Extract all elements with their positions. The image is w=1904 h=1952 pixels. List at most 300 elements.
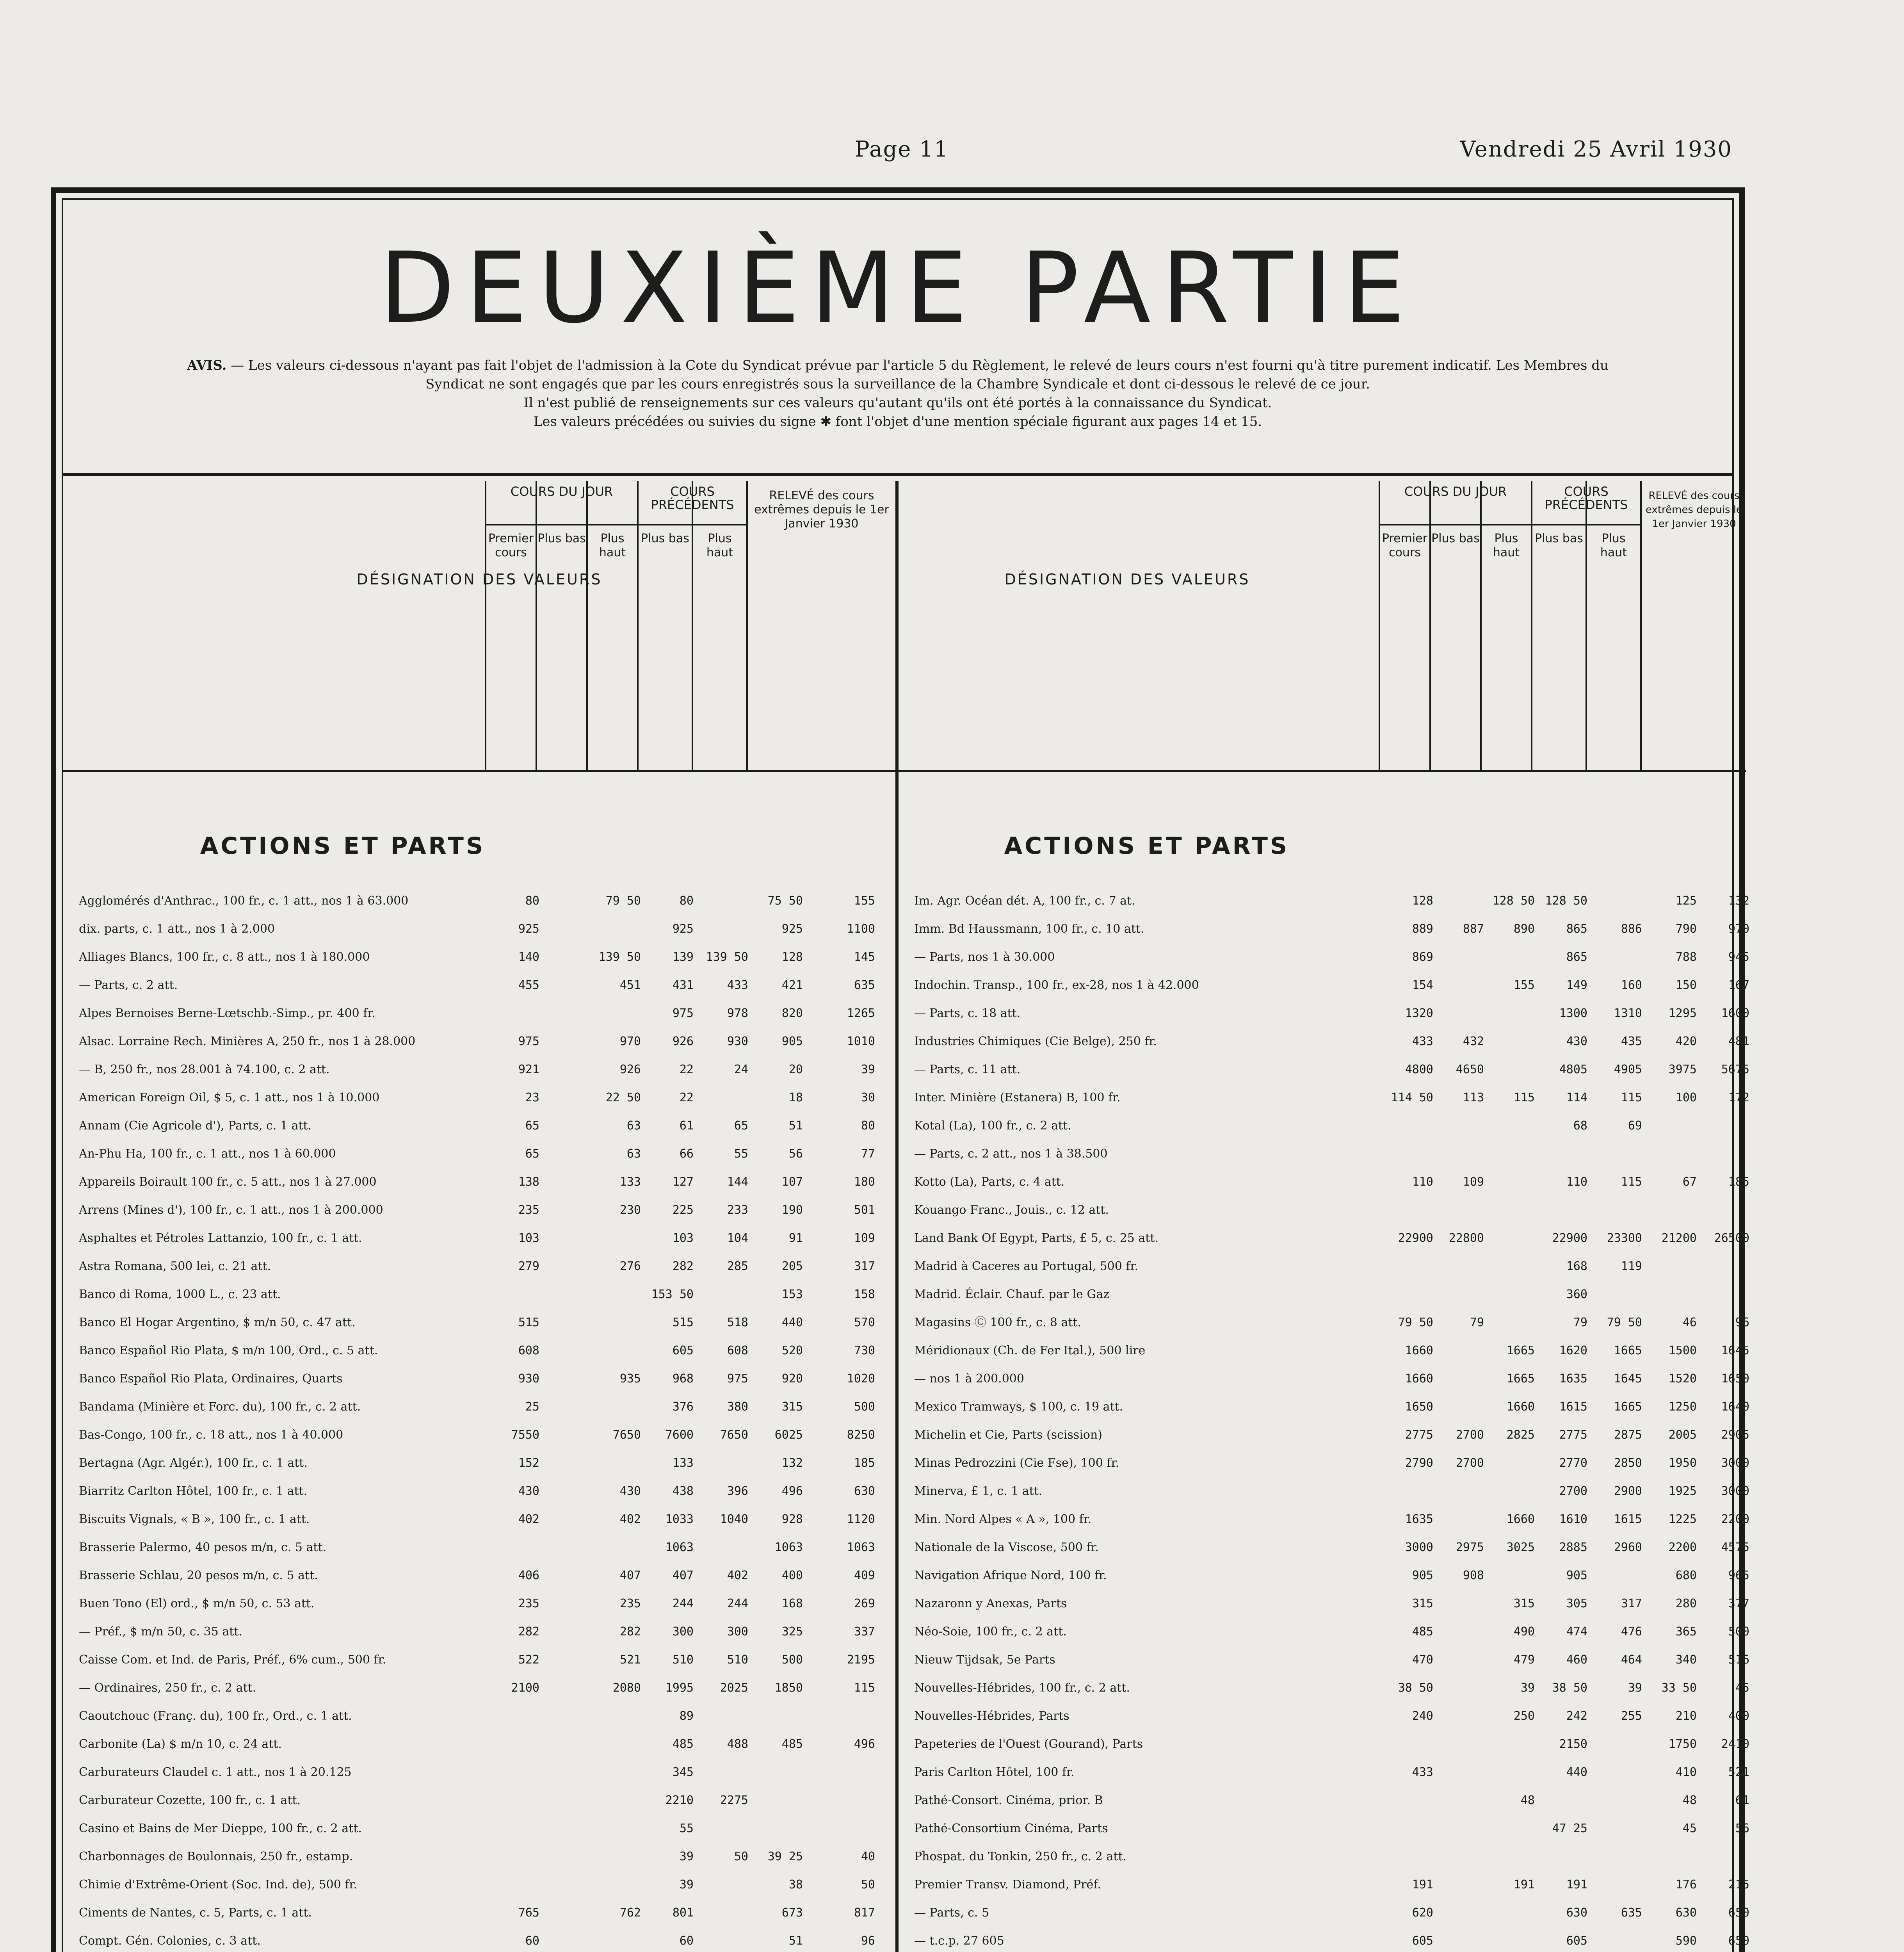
table-row — [79, 1112, 895, 1140]
table-row — [914, 1309, 1749, 1337]
quote-cell: 38 50 — [1552, 1681, 1587, 1695]
quote-cell: 2200 — [1721, 1512, 1749, 1526]
quote-cell: 279 — [518, 1259, 539, 1273]
quote-cell: 1950 — [1668, 1456, 1697, 1470]
quote-cell: 650 — [1728, 1934, 1749, 1948]
quote-cell: 1645 — [1614, 1372, 1642, 1386]
quote-cell: 1063 — [847, 1541, 875, 1554]
quote-cell: 172 — [1728, 1091, 1749, 1104]
quote-cell: 440 — [781, 1316, 803, 1329]
quote-cell: 1660 — [1506, 1400, 1535, 1414]
quote-cell: 521 — [1728, 1765, 1749, 1779]
quote-cell: 2005 — [1668, 1428, 1697, 1442]
table-row — [79, 1815, 895, 1843]
quote-cell: 460 — [1566, 1653, 1587, 1667]
left-column-headers — [63, 481, 895, 772]
quote-cell: 608 — [518, 1344, 539, 1357]
quote-cell: 1310 — [1614, 1006, 1642, 1020]
quote-cell: 510 — [672, 1653, 694, 1667]
quote-cell: 2700 — [1456, 1456, 1484, 1470]
quote-cell: 133 — [619, 1175, 641, 1189]
quote-cell: 191 — [1513, 1878, 1535, 1891]
quote-cell: 69 — [1628, 1119, 1642, 1133]
security-name: Charbonnages de Boulonnais, 250 fr., estamp. — [79, 1850, 353, 1863]
table-row — [79, 1843, 895, 1871]
table-row — [914, 1927, 1749, 1952]
quote-cell: 46 — [1682, 1316, 1697, 1329]
quote-cell: 650 — [1728, 1906, 1749, 1920]
quote-cell: 24 — [734, 1063, 748, 1076]
quote-cell: 817 — [854, 1906, 875, 1920]
quote-cell: 48 — [1682, 1793, 1697, 1807]
table-row — [79, 1618, 895, 1646]
right-premier-cours-label: Premier cours — [1382, 532, 1428, 559]
quote-cell: 510 — [727, 1653, 748, 1667]
quote-cell: 930 — [727, 1035, 748, 1048]
security-name: Néo-Soie, 100 fr., c. 2 att. — [914, 1625, 1067, 1639]
quote-cell: 168 — [1566, 1259, 1587, 1273]
table-row — [79, 1646, 895, 1674]
quote-cell: 337 — [854, 1625, 875, 1639]
quote-cell: 79 — [1573, 1316, 1587, 1329]
quote-cell: 39 — [679, 1850, 694, 1863]
right-rows — [914, 887, 1749, 1952]
quote-cell: 75 50 — [767, 894, 803, 908]
table-row — [914, 1843, 1746, 1871]
table-row — [914, 1533, 1749, 1562]
quote-cell: 7650 — [612, 1428, 641, 1442]
quote-cell: 115 — [1621, 1091, 1642, 1104]
quote-cell: 488 — [727, 1737, 748, 1751]
quote-cell: 1225 — [1668, 1512, 1697, 1526]
table-row — [79, 1674, 895, 1702]
quote-cell: 47 25 — [1552, 1822, 1587, 1835]
quote-cell: 905 — [1412, 1569, 1433, 1582]
table-row — [914, 1056, 1749, 1084]
quote-cell: 889 — [1412, 922, 1433, 936]
quote-cell: 8250 — [847, 1428, 875, 1442]
quote-cell: 2900 — [1614, 1484, 1642, 1498]
security-name: Madrid à Caceres au Portugal, 500 fr. — [914, 1259, 1139, 1273]
quote-cell: 6025 — [774, 1428, 803, 1442]
quote-cell: 22 50 — [605, 1091, 641, 1104]
quote-cell: 496 — [781, 1484, 803, 1498]
quote-cell: 68 — [1573, 1119, 1587, 1133]
quote-cell: 230 — [619, 1203, 641, 1217]
quote-cell: 22800 — [1448, 1231, 1484, 1245]
security-name: Minerva, £ 1, c. 1 att. — [914, 1484, 1043, 1498]
quote-cell: 176 — [1675, 1878, 1697, 1891]
quote-cell: 965 — [1728, 1569, 1749, 1582]
quote-cell: 139 50 — [706, 950, 748, 964]
security-name: dix. parts, c. 1 att., nos 1 à 2.000 — [79, 922, 275, 936]
quote-cell: 762 — [619, 1906, 641, 1920]
table-row — [79, 1421, 895, 1449]
security-name: Bertagna (Agr. Algér.), 100 fr., c. 1 att. — [79, 1456, 308, 1470]
quote-cell: 340 — [1675, 1653, 1697, 1667]
quote-cell: 500 — [781, 1653, 803, 1667]
quote-cell: 1660 — [1405, 1344, 1433, 1357]
security-name: Nationale de la Viscose, 500 fr. — [914, 1541, 1099, 1554]
quote-cell: 125 — [1675, 894, 1697, 908]
security-name: Alsac. Lorraine Rech. Minières A, 250 fr., nos 1 à 28.000 — [79, 1035, 416, 1048]
quote-cell: 1665 — [1614, 1344, 1642, 1357]
table-row — [79, 1281, 895, 1309]
security-name: Im. Agr. Océan dét. A, 100 fr., c. 7 at. — [914, 894, 1135, 908]
quote-cell: 4575 — [1721, 1541, 1749, 1554]
table-row — [79, 1899, 895, 1927]
quote-cell: 244 — [727, 1597, 748, 1610]
security-name: Alpes Bernoises Berne-Lœtschb.-Simp., pr. 400 fr. — [79, 1006, 375, 1020]
quote-cell: 2700 — [1456, 1428, 1484, 1442]
quote-cell: 25 — [525, 1400, 539, 1414]
security-name: Industries Chimiques (Cie Belge), 250 fr. — [914, 1035, 1157, 1048]
quote-cell: 406 — [518, 1569, 539, 1582]
quote-cell: 63 — [626, 1119, 641, 1133]
quote-cell: 45 — [1682, 1822, 1697, 1835]
table-row — [914, 1084, 1749, 1112]
quote-cell: 975 — [727, 1372, 748, 1386]
left-prec-plus-bas-header — [637, 481, 692, 770]
quote-cell: 210 — [1675, 1709, 1697, 1723]
quote-cell: 1635 — [1405, 1512, 1433, 1526]
table-row — [914, 1562, 1749, 1590]
quote-cell: 45 — [1735, 1681, 1749, 1695]
security-name: Kotto (La), Parts, c. 4 att. — [914, 1175, 1065, 1189]
security-name: Ciments de Nantes, c. 5, Parts, c. 1 att. — [79, 1906, 312, 1920]
table-row — [79, 1365, 895, 1393]
quote-cell: 1995 — [665, 1681, 694, 1695]
security-name: Banco Español Rio Plata, $ m/n 100, Ord., c. 5 att. — [79, 1344, 378, 1357]
table-row — [914, 1281, 1746, 1309]
quote-cell: 520 — [781, 1344, 803, 1357]
quote-cell: 128 50 — [1545, 894, 1587, 908]
quote-cell: 79 50 — [605, 894, 641, 908]
left-plus-bas-header — [536, 481, 586, 770]
quote-cell: 1100 — [847, 922, 875, 936]
security-name: Banco di Roma, 1000 L., c. 23 att. — [79, 1288, 281, 1301]
quote-cell: 235 — [518, 1597, 539, 1610]
table-row — [914, 1590, 1749, 1618]
security-name: Nieuw Tijdsak, 5e Parts — [914, 1653, 1055, 1667]
table-row — [914, 1477, 1749, 1505]
quote-cell: 22900 — [1552, 1231, 1587, 1245]
quote-cell: 2975 — [1456, 1541, 1484, 1554]
right-prec-plus-haut-header — [1585, 481, 1640, 770]
quote-cell: 38 — [788, 1878, 803, 1891]
quote-cell: 115 — [1513, 1091, 1535, 1104]
security-name: Caisse Com. et Ind. de Paris, Préf., 6% cum., 500 fr. — [79, 1653, 386, 1667]
table-row — [79, 1562, 895, 1590]
security-name: Nouvelles-Hébrides, Parts — [914, 1709, 1069, 1723]
quote-cell: 109 — [1463, 1175, 1484, 1189]
quote-cell: 2025 — [720, 1681, 748, 1695]
quote-cell: 79 50 — [1607, 1316, 1642, 1329]
quote-cell: 38 50 — [1398, 1681, 1433, 1695]
table-row — [79, 943, 895, 971]
left-designation-header: DÉSIGNATION DES VALEURS — [356, 571, 602, 588]
quote-cell: 765 — [518, 1906, 539, 1920]
left-premier-cours-header — [485, 481, 536, 770]
quote-cell: 115 — [854, 1681, 875, 1695]
quote-cell: 1610 — [1559, 1512, 1587, 1526]
quote-cell: 431 — [672, 978, 694, 992]
quote-cell: 140 — [518, 950, 539, 964]
security-name: Paris Carlton Hôtel, 100 fr. — [914, 1765, 1075, 1779]
quote-cell: 500 — [854, 1400, 875, 1414]
quote-cell: 865 — [1566, 950, 1587, 964]
left-premier-cours-label: Premier cours — [488, 532, 534, 559]
security-name: Kouango Franc., Jouis., c. 12 att. — [914, 1203, 1109, 1217]
left-section-title: ACTIONS ET PARTS — [200, 832, 486, 860]
quote-cell: 167 — [1728, 978, 1749, 992]
quote-cell: 132 — [1728, 894, 1749, 908]
quote-cell: 40 — [861, 1850, 875, 1863]
quote-cell: 673 — [781, 1906, 803, 1920]
quote-cell: 315 — [1412, 1597, 1433, 1610]
quote-cell: 790 — [1675, 922, 1697, 936]
quote-cell: 103 — [518, 1231, 539, 1245]
security-name: — nos 1 à 200.000 — [914, 1372, 1024, 1386]
quote-cell: 185 — [1728, 1175, 1749, 1189]
running-head — [0, 137, 1904, 172]
quote-cell: 869 — [1412, 950, 1433, 964]
quote-cell: 1665 — [1614, 1400, 1642, 1414]
right-section-title: ACTIONS ET PARTS — [1004, 832, 1290, 860]
quote-cell: 1665 — [1506, 1344, 1535, 1357]
left-plus-haut-label: Plus haut — [599, 532, 626, 559]
left-prec-plus-bas-label: Plus bas — [641, 532, 689, 545]
table-row — [79, 1758, 895, 1786]
quote-cell: 250 — [1513, 1709, 1535, 1723]
quote-cell: 945 — [1728, 950, 1749, 964]
table-row — [79, 1871, 895, 1899]
quote-cell: 103 — [672, 1231, 694, 1245]
quote-cell: 51 — [788, 1119, 803, 1133]
quote-cell: 608 — [727, 1344, 748, 1357]
quote-cell: 908 — [1463, 1569, 1484, 1582]
quote-cell: 935 — [619, 1372, 641, 1386]
quote-cell: 104 — [727, 1231, 748, 1245]
security-name: An-Phu Ha, 100 fr., c. 1 att., nos 1 à 60.000 — [79, 1147, 336, 1161]
quote-cell: 30 — [861, 1091, 875, 1104]
quote-cell: 139 — [672, 950, 694, 964]
right-cours-du-jour-label: COURS DU JOUR — [1380, 485, 1531, 525]
quote-cell: 7650 — [720, 1428, 748, 1442]
quote-cell: 60 — [679, 1934, 694, 1948]
table-row — [914, 943, 1749, 971]
quote-cell: 51 — [788, 1934, 803, 1948]
security-name: Madrid. Éclair. Chauf. par le Gaz — [914, 1288, 1110, 1301]
quote-cell: 315 — [781, 1400, 803, 1414]
security-name: Banco Español Rio Plata, Ordinaires, Quarts — [79, 1372, 343, 1386]
quote-cell: 154 — [1412, 978, 1433, 992]
quote-cell: 300 — [672, 1625, 694, 1639]
quote-cell: 926 — [619, 1063, 641, 1076]
quote-cell: 80 — [679, 894, 694, 908]
quote-cell: 153 — [781, 1288, 803, 1301]
quote-cell: 380 — [727, 1400, 748, 1414]
security-name: Banco El Hogar Argentino, $ m/n 50, c. 47 att. — [79, 1316, 356, 1329]
security-name: Alliages Blancs, 100 fr., c. 8 att., nos 1 à 180.000 — [79, 950, 370, 964]
quote-cell: 96 — [861, 1934, 875, 1948]
right-plus-bas-header — [1429, 481, 1480, 770]
table-row — [914, 1899, 1749, 1927]
quote-cell: 21200 — [1661, 1231, 1697, 1245]
quote-cell: 128 — [1412, 894, 1433, 908]
right-prec-plus-haut-label: Plus haut — [1600, 532, 1627, 559]
issue-date: Vendredi 25 Avril 1930 — [1460, 137, 1732, 162]
quote-cell: 485 — [1412, 1625, 1433, 1639]
quote-cell: 978 — [727, 1006, 748, 1020]
quote-cell: 905 — [781, 1035, 803, 1048]
security-name: Nouvelles-Hébrides, 100 fr., c. 2 att. — [914, 1681, 1130, 1695]
quote-cell: 1615 — [1614, 1512, 1642, 1526]
quote-cell: 317 — [1621, 1597, 1642, 1610]
quote-cell: 630 — [1675, 1906, 1697, 1920]
quote-cell: 968 — [672, 1372, 694, 1386]
quote-cell: 402 — [518, 1512, 539, 1526]
quote-cell: 50 — [861, 1878, 875, 1891]
quote-cell: 887 — [1463, 922, 1484, 936]
quote-cell: 430 — [619, 1484, 641, 1498]
quote-cell: 1640 — [1721, 1400, 1749, 1414]
quote-cell: 190 — [781, 1203, 803, 1217]
security-name: Biscuits Vignals, « B », 100 fr., c. 1 att. — [79, 1512, 310, 1526]
quote-cell: 133 — [672, 1456, 694, 1470]
quote-cell: 20 — [788, 1063, 803, 1076]
quote-cell: 225 — [672, 1203, 694, 1217]
security-name: Caoutchouc (Franç. du), 100 fr., Ord., c. 1 att. — [79, 1709, 352, 1723]
table-row — [914, 1140, 1746, 1168]
quote-cell: 215 — [1728, 1878, 1749, 1891]
quote-cell: 1010 — [847, 1035, 875, 1048]
quote-cell: 1615 — [1559, 1400, 1587, 1414]
left-cours-du-jour-label: COURS DU JOUR — [486, 485, 637, 525]
quote-cell: 1660 — [1506, 1512, 1535, 1526]
quote-cell: 376 — [672, 1400, 694, 1414]
security-name: Pathé-Consort. Cinéma, prior. B — [914, 1793, 1103, 1807]
right-designation-header: DÉSIGNATION DES VALEURS — [1004, 571, 1250, 588]
quote-cell: 65 — [525, 1147, 539, 1161]
quote-cell: 890 — [1513, 922, 1535, 936]
quote-cell: 63 — [626, 1147, 641, 1161]
right-premier-cours-header — [1379, 481, 1429, 770]
quote-cell: 2275 — [720, 1793, 748, 1807]
quote-cell: 1265 — [847, 1006, 875, 1020]
left-plus-haut-header — [586, 481, 637, 770]
table-row — [79, 915, 895, 943]
quote-cell: 470 — [1412, 1653, 1433, 1667]
quote-cell: 605 — [672, 1344, 694, 1357]
quote-cell: 26500 — [1714, 1231, 1749, 1245]
table-row — [79, 999, 895, 1028]
security-name: Astra Romana, 500 lei, c. 21 att. — [79, 1259, 271, 1273]
quote-cell: 485 — [672, 1737, 694, 1751]
table-row — [914, 1871, 1749, 1899]
quote-cell: 970 — [619, 1035, 641, 1048]
quote-cell: 1635 — [1559, 1372, 1587, 1386]
quote-cell: 155 — [1513, 978, 1535, 992]
quote-cell: 91 — [788, 1231, 803, 1245]
table-row — [79, 1309, 895, 1337]
quote-cell: 680 — [1675, 1569, 1697, 1582]
quote-cell: 66 — [679, 1147, 694, 1161]
table-row — [79, 1786, 895, 1815]
quote-cell: 4805 — [1559, 1063, 1587, 1076]
security-name: Bandama (Minière et Forc. du), 100 fr., c. 2 att. — [79, 1400, 361, 1414]
quote-cell: 5675 — [1721, 1063, 1749, 1076]
security-name: Premier Transv. Diamond, Préf. — [914, 1878, 1101, 1891]
quote-cell: 22 — [679, 1063, 694, 1076]
left-releve-label: RELEVÉ des cours extrêmes depuis le 1er Janvier 1930 — [754, 489, 889, 531]
quote-cell: 2905 — [1721, 1428, 1749, 1442]
quote-cell: 153 50 — [651, 1288, 694, 1301]
quote-cell: 18 — [788, 1091, 803, 1104]
quote-cell: 500 — [1728, 1625, 1749, 1639]
quote-cell: 925 — [518, 922, 539, 936]
quote-cell: 1660 — [1405, 1372, 1433, 1386]
quote-cell: 109 — [854, 1231, 875, 1245]
quote-cell: 474 — [1566, 1625, 1587, 1639]
part-title: DEUXIÈME PARTIE — [379, 231, 1416, 345]
quote-cell: 4800 — [1405, 1063, 1433, 1076]
quote-cell: 79 — [1470, 1316, 1484, 1329]
quote-cell: 282 — [518, 1625, 539, 1639]
quote-cell: 158 — [854, 1288, 875, 1301]
quote-cell: 276 — [619, 1259, 641, 1273]
quote-cell: 115 — [1621, 1175, 1642, 1189]
quote-cell: 433 — [727, 978, 748, 992]
quote-cell: 56 — [1735, 1822, 1749, 1835]
right-cours-precedents-label: COURS PRÉCÉDENTS — [1532, 485, 1640, 525]
quote-cell: 485 — [781, 1737, 803, 1751]
quote-cell: 420 — [1675, 1035, 1697, 1048]
quote-cell: 1063 — [665, 1541, 694, 1554]
quote-cell: 1020 — [847, 1372, 875, 1386]
security-name: Minas Pedrozzini (Cie Fse), 100 fr. — [914, 1456, 1119, 1470]
quote-cell: 56 — [788, 1147, 803, 1161]
security-name: Compt. Gén. Colonies, c. 3 att. — [79, 1934, 261, 1948]
quote-cell: 2410 — [1721, 1737, 1749, 1751]
security-name: Brasserie Schlau, 20 pesos m/n, c. 5 att. — [79, 1569, 318, 1582]
quote-cell: 80 — [525, 894, 539, 908]
quote-cell: 1650 — [1721, 1372, 1749, 1386]
table-row — [914, 915, 1749, 943]
quote-cell: 23 — [525, 1091, 539, 1104]
quote-cell: 305 — [1566, 1597, 1587, 1610]
quote-cell: 430 — [518, 1484, 539, 1498]
quote-cell: 516 — [1728, 1653, 1749, 1667]
quote-cell: 930 — [518, 1372, 539, 1386]
quote-cell: 481 — [1728, 1035, 1749, 1048]
table-row — [914, 1365, 1749, 1393]
quote-cell: 255 — [1621, 1709, 1642, 1723]
left-prec-plus-haut-header — [692, 481, 746, 770]
quote-cell: 65 — [525, 1119, 539, 1133]
quote-cell: 127 — [672, 1175, 694, 1189]
quote-cell: 630 — [1566, 1906, 1587, 1920]
security-name: — Parts, c. 2 att. — [79, 978, 178, 992]
quote-cell: 39 25 — [767, 1850, 803, 1863]
table-row — [79, 1140, 895, 1168]
table-row — [914, 1393, 1749, 1421]
quote-cell: 730 — [854, 1344, 875, 1357]
right-plus-bas-label: Plus bas — [1431, 532, 1480, 545]
quote-cell: 110 — [1412, 1175, 1433, 1189]
table-row — [79, 1393, 895, 1421]
quote-cell: 1040 — [720, 1512, 748, 1526]
